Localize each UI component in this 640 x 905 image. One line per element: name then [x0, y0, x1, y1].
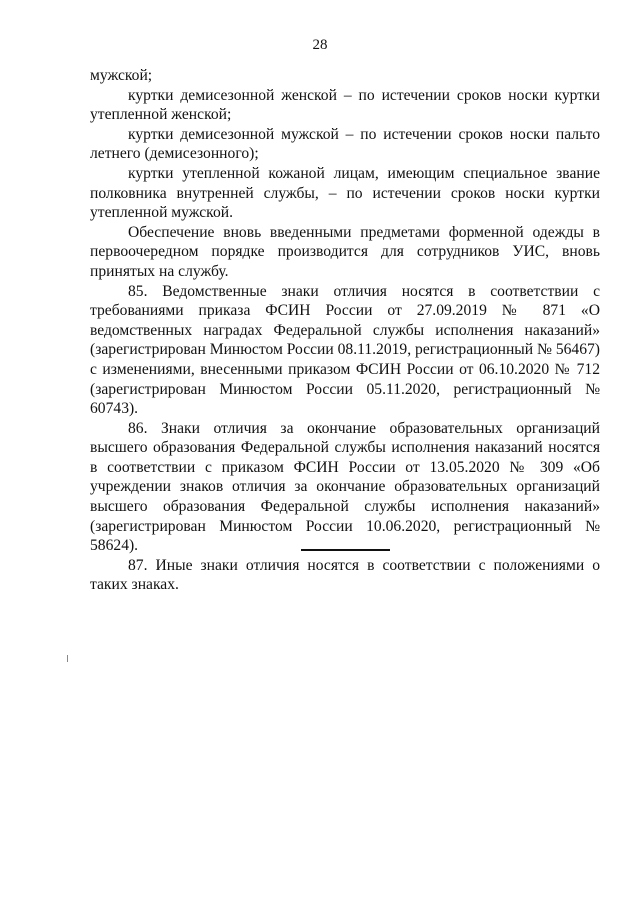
paragraph-mens-demi-jacket: куртки демисезонной мужской – по истечении сроков носки пальто летнего (демисезонного); [90, 125, 600, 163]
paragraph-85: 85. Ведомственные знаки отличия носятся в соответствии с требованиями приказа ФСИН России от 27.09.2019 № 871 «О ведомственных наградах Федеральной службы исполнения наказаний» (зарегистрирован Минюстом России 08.11.2019, регистрационный № 56467) с изменениями, внесенными приказом ФСИН России от 06.10.2020 № 712 (зарегистрирован Минюстом России 05.11.2020, регистрационный № 60743). [90, 282, 600, 418]
page-number: 28 [312, 37, 328, 53]
scan-speck [67, 655, 68, 662]
paragraph-86: 86. Знаки отличия за окончание образовательных организаций высшего образования Федеральной службы исполнения наказаний носятся в соответствии с приказом ФСИН России от 13.05.2020 № 309 «Об учреждении знаков отличия за окончание образовательных организаций высшего образования Федеральной службы исполнения наказаний» (зарегистрирован Минюстом России 10.06.2020, регистрационный № 58624). [90, 419, 600, 555]
paragraph-continuation: мужской; [90, 67, 153, 84]
end-of-document-rule [301, 549, 390, 551]
paragraph-leather-jacket: куртки утепленной кожаной лицам, имеющим специальное звание полковника внутренней службы, – по истечении сроков носки куртки утепленной мужской. [90, 164, 600, 222]
paragraph-87: 87. Иные знаки отличия носятся в соответствии с положениями о таких знаках. [90, 556, 600, 594]
paragraph-womens-demi-jacket: куртки демисезонной женской – по истечении сроков носки куртки утепленной женской; [90, 86, 600, 124]
paragraph-new-items-supply: Обеспечение вновь введенными предметами форменной одежды в первоочередном порядке производится для сотрудников УИС, вновь принятых на службу. [90, 223, 600, 280]
document-body [90, 66, 600, 595]
